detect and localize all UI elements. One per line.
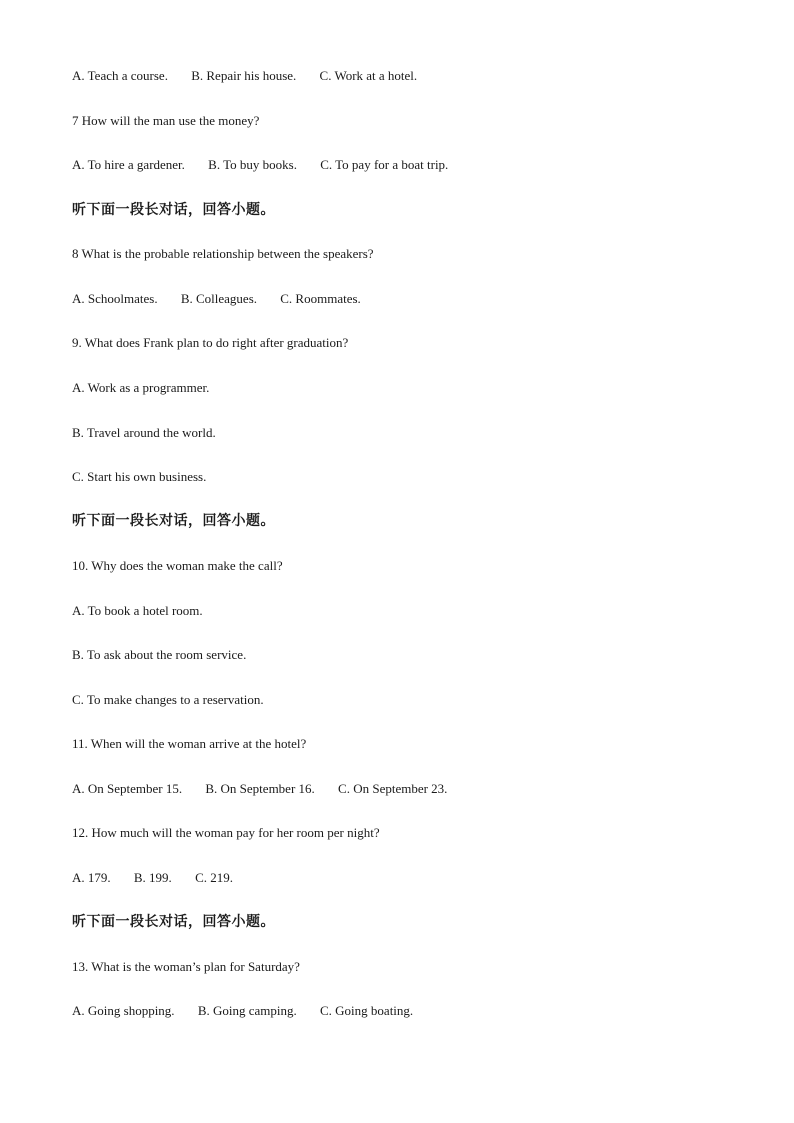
section-heading: 听下面一段长对话，回答小题。 [72,914,275,930]
q6-options [72,68,417,84]
q10-question: 10. Why does the woman make the call? [72,558,283,573]
q8-options [72,291,361,307]
q10-option-c: C. To make changes to a reservation. [72,692,264,707]
q9-option-c: C. Start his own business. [72,469,207,484]
q10-option-a: A. To book a hotel room. [72,603,203,618]
q12-option-c: C. 219. [195,870,233,885]
q7-option-c: C. To pay for a boat trip. [320,157,449,172]
q8-option-a: A. Schoolmates. [72,291,158,306]
q12-option-a: A. 179. [72,870,111,885]
q11-options [72,781,447,797]
q12-options [72,870,233,886]
q7-options [72,157,448,173]
q10-option-b: B. To ask about the room service. [72,647,247,662]
section-heading: 听下面一段长对话，回答小题。 [72,202,275,218]
q9-option-a: A. Work as a programmer. [72,380,210,395]
q13-option-b: B. Going camping. [197,1003,297,1018]
q8-question: 8 What is the probable relationship between the speakers? [72,246,374,261]
q11-option-b: B. On September 16. [205,781,315,796]
q13-question: 13. What is the woman’s plan for Saturday? [72,959,300,974]
q7-option-b: B. To buy books. [208,157,297,172]
q13-options [72,1003,413,1019]
q12-question: 12. How much will the woman pay for her room per night? [72,825,380,840]
q13-option-c: C. Going boating. [320,1003,414,1018]
q8-option-c: C. Roommates. [280,291,361,306]
q6-option-c: C. Work at a hotel. [319,68,418,83]
section-heading: 听下面一段长对话，回答小题。 [72,513,275,529]
q9-option-b: B. Travel around the world. [72,425,216,440]
q13-option-a: A. Going shopping. [72,1003,175,1018]
q11-question: 11. When will the woman arrive at the hotel? [72,736,307,751]
q12-option-b: B. 199. [133,870,172,885]
q6-option-b: B. Repair his house. [191,68,297,83]
q8-option-b: B. Colleagues. [180,291,258,306]
q9-question: 9. What does Frank plan to do right after graduation? [72,335,349,350]
q11-option-c: C. On September 23. [338,781,448,796]
q11-option-a: A. On September 15. [72,781,183,796]
q7-question: 7 How will the man use the money? [72,113,260,128]
q7-option-a: A. To hire a gardener. [72,157,185,172]
q6-option-a: A. Teach a course. [72,68,168,83]
